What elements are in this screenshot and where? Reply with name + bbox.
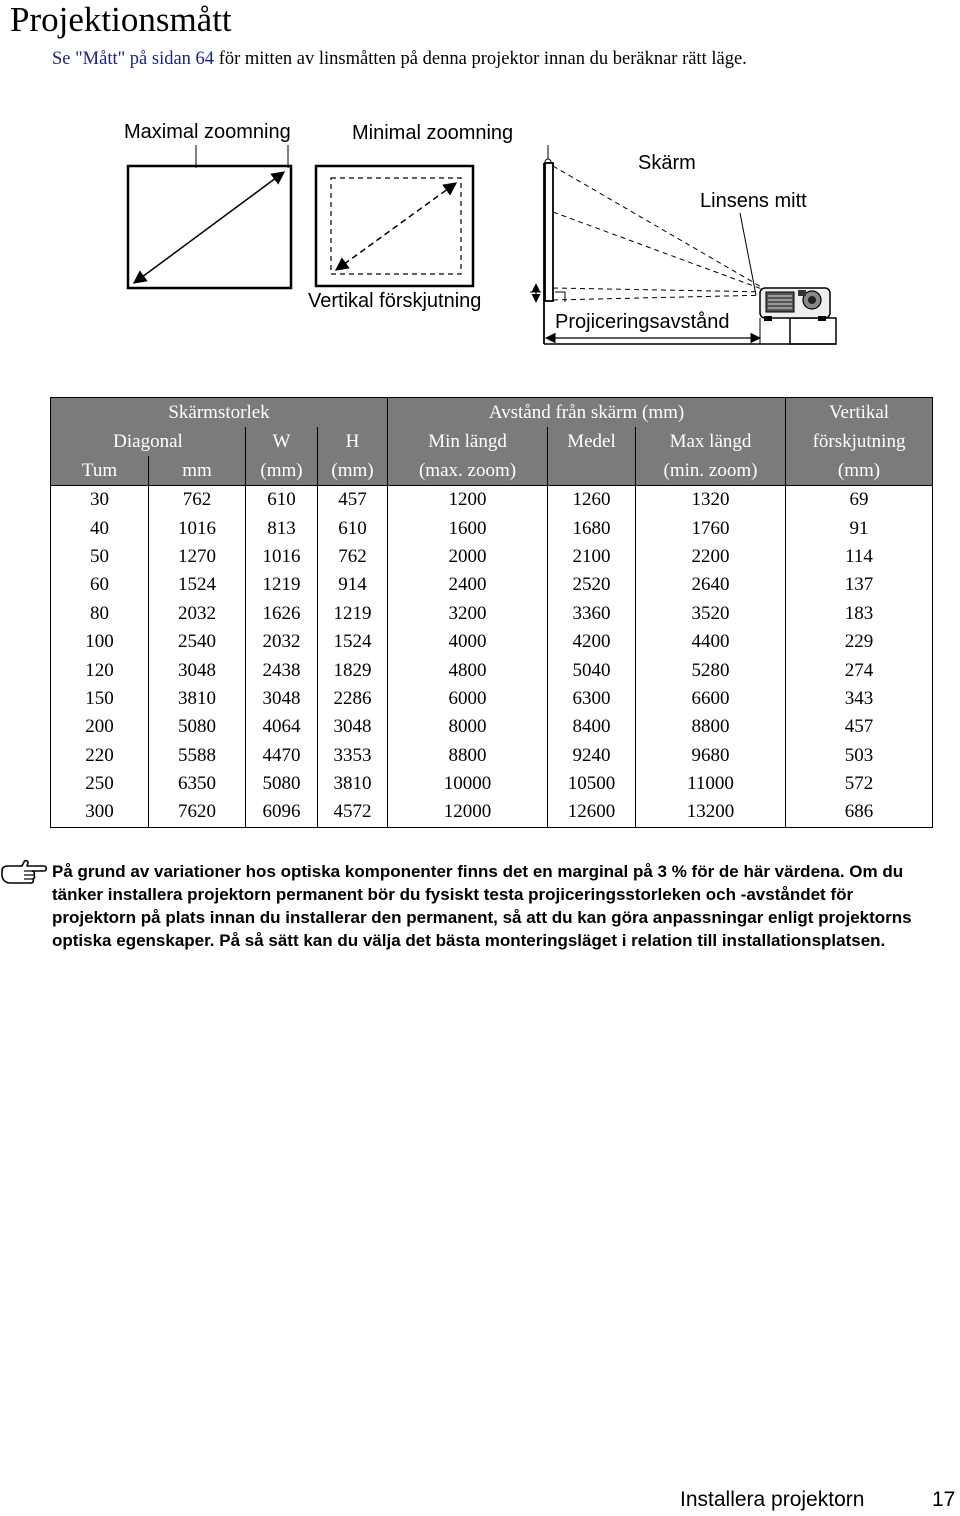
table-cell: 200 bbox=[51, 713, 149, 741]
lens-center-label: Linsens mitt bbox=[700, 190, 807, 212]
table-cell: 30 bbox=[51, 486, 149, 515]
table-cell: 2520 bbox=[548, 571, 636, 599]
header-mm: mm bbox=[149, 456, 246, 486]
table-cell: 1626 bbox=[246, 600, 318, 628]
table-cell: 2100 bbox=[548, 543, 636, 571]
table-cell: 10500 bbox=[548, 770, 636, 798]
header-max-zoom: (max. zoom) bbox=[388, 456, 548, 486]
table-cell: 503 bbox=[786, 742, 933, 770]
table-row bbox=[51, 685, 933, 713]
table-cell: 5280 bbox=[636, 656, 786, 684]
table-cell: 343 bbox=[786, 685, 933, 713]
table-cell: 3353 bbox=[318, 742, 388, 770]
projector-icon bbox=[760, 288, 830, 321]
table-row bbox=[51, 486, 933, 515]
table-cell: 2438 bbox=[246, 656, 318, 684]
header-w: W bbox=[246, 427, 318, 456]
table-cell: 1260 bbox=[548, 486, 636, 515]
table-cell: 69 bbox=[786, 486, 933, 515]
table-cell: 457 bbox=[786, 713, 933, 741]
max-zoom-label: Maximal zoomning bbox=[124, 121, 291, 143]
table-cell: 5080 bbox=[149, 713, 246, 741]
table-cell: 40 bbox=[51, 514, 149, 542]
table-cell: 3048 bbox=[246, 685, 318, 713]
table-cell: 3048 bbox=[318, 713, 388, 741]
table-cell: 914 bbox=[318, 571, 388, 599]
table-cell: 6300 bbox=[548, 685, 636, 713]
table-cell: 12000 bbox=[388, 798, 548, 827]
table-row bbox=[51, 514, 933, 542]
table-cell: 4800 bbox=[388, 656, 548, 684]
table-cell: 8400 bbox=[548, 713, 636, 741]
table-cell: 1680 bbox=[548, 514, 636, 542]
table-row bbox=[51, 656, 933, 684]
screen-label: Skärm bbox=[638, 152, 696, 174]
table-cell: 2640 bbox=[636, 571, 786, 599]
projection-diagram bbox=[0, 110, 960, 355]
table-cell: 4000 bbox=[388, 628, 548, 656]
header-vertical-3: (mm) bbox=[786, 456, 933, 486]
footer-page-number: 17 bbox=[932, 1488, 956, 1511]
table-cell: 2032 bbox=[246, 628, 318, 656]
table-cell: 610 bbox=[318, 514, 388, 542]
table-cell: 4470 bbox=[246, 742, 318, 770]
table-cell: 250 bbox=[51, 770, 149, 798]
header-max-length: Max längd bbox=[636, 427, 786, 456]
table-cell: 183 bbox=[786, 600, 933, 628]
table-cell: 9240 bbox=[548, 742, 636, 770]
table-cell: 50 bbox=[51, 543, 149, 571]
table-cell: 7620 bbox=[149, 798, 246, 827]
header-min-length: Min längd bbox=[388, 427, 548, 456]
table-cell: 5588 bbox=[149, 742, 246, 770]
table-cell: 1016 bbox=[246, 543, 318, 571]
table-cell: 114 bbox=[786, 543, 933, 571]
table-cell: 762 bbox=[149, 486, 246, 515]
table-row bbox=[51, 742, 933, 770]
header-h: H bbox=[318, 427, 388, 456]
table-cell: 9680 bbox=[636, 742, 786, 770]
table-cell: 2400 bbox=[388, 571, 548, 599]
table-cell: 13200 bbox=[636, 798, 786, 827]
table-cell: 457 bbox=[318, 486, 388, 515]
table-cell: 3810 bbox=[318, 770, 388, 798]
table-cell: 137 bbox=[786, 571, 933, 599]
min-zoom-label: Minimal zoomning bbox=[352, 122, 514, 144]
table-cell: 1219 bbox=[318, 600, 388, 628]
table-cell: 5040 bbox=[548, 656, 636, 684]
table-cell: 274 bbox=[786, 656, 933, 684]
table-row bbox=[51, 770, 933, 798]
table-row bbox=[51, 543, 933, 571]
table-cell: 6000 bbox=[388, 685, 548, 713]
table-row bbox=[51, 571, 933, 599]
projection-size-table bbox=[50, 397, 933, 828]
table-cell: 1219 bbox=[246, 571, 318, 599]
table-cell: 8800 bbox=[388, 742, 548, 770]
table-cell: 3048 bbox=[149, 656, 246, 684]
table-cell: 610 bbox=[246, 486, 318, 515]
table-cell: 10000 bbox=[388, 770, 548, 798]
table-cell: 12600 bbox=[548, 798, 636, 827]
table-cell: 5080 bbox=[246, 770, 318, 798]
table-cell: 4572 bbox=[318, 798, 388, 827]
table-cell: 3200 bbox=[388, 600, 548, 628]
note-text: På grund av variationer hos optiska komponenter finns det en marginal på 3 % för de här värdena. Om du tänker installera projektorn permanent bör du fysiskt testa projiceringsstorleken och -avståndet för projektorn på plats innan du installerar den permanent, så att du kan göra anpassningar enligt projektorns optiska egenskaper. På så sätt kan du välja det bästa monteringsläget i relation till installationsplatsen. bbox=[52, 862, 912, 950]
table-cell: 2032 bbox=[149, 600, 246, 628]
table-cell: 2200 bbox=[636, 543, 786, 571]
table-cell: 3520 bbox=[636, 600, 786, 628]
table-cell: 3360 bbox=[548, 600, 636, 628]
table-row bbox=[51, 798, 933, 827]
header-vertical-1: Vertikal bbox=[786, 398, 933, 428]
table-cell: 1829 bbox=[318, 656, 388, 684]
table-cell: 1016 bbox=[149, 514, 246, 542]
table-cell: 100 bbox=[51, 628, 149, 656]
dimensions-link[interactable]: Se "Mått" på sidan 64 bbox=[52, 49, 215, 69]
header-tum: Tum bbox=[51, 456, 149, 486]
table-cell: 6600 bbox=[636, 685, 786, 713]
table-cell: 8000 bbox=[388, 713, 548, 741]
table-cell: 4200 bbox=[548, 628, 636, 656]
header-w-unit: (mm) bbox=[246, 456, 318, 486]
table-row bbox=[51, 600, 933, 628]
table-cell: 91 bbox=[786, 514, 933, 542]
table-cell: 1524 bbox=[318, 628, 388, 656]
header-min-zoom: (min. zoom) bbox=[636, 456, 786, 486]
table-cell: 2540 bbox=[149, 628, 246, 656]
table-cell: 4064 bbox=[246, 713, 318, 741]
vertical-shift-label: Vertikal förskjutning bbox=[308, 290, 482, 312]
pointing-hand-icon bbox=[0, 857, 48, 887]
footer-section-title: Installera projektorn bbox=[680, 1488, 865, 1511]
header-h-unit: (mm) bbox=[318, 456, 388, 486]
page-title: Projektionsmått bbox=[10, 0, 232, 39]
table-row bbox=[51, 628, 933, 656]
table-cell: 1200 bbox=[388, 486, 548, 515]
table-cell: 1320 bbox=[636, 486, 786, 515]
header-diagonal: Diagonal bbox=[51, 427, 246, 456]
table-cell: 686 bbox=[786, 798, 933, 827]
table-cell: 2286 bbox=[318, 685, 388, 713]
table-cell: 4400 bbox=[636, 628, 786, 656]
table-cell: 572 bbox=[786, 770, 933, 798]
table-cell: 1524 bbox=[149, 571, 246, 599]
table-cell: 1760 bbox=[636, 514, 786, 542]
table-row bbox=[51, 713, 933, 741]
screen-side-view bbox=[545, 163, 553, 301]
header-medel-empty bbox=[548, 456, 636, 486]
header-screen-size: Skärmstorlek bbox=[51, 398, 388, 428]
table-cell: 220 bbox=[51, 742, 149, 770]
table-cell: 762 bbox=[318, 543, 388, 571]
table-cell: 80 bbox=[51, 600, 149, 628]
table-cell: 229 bbox=[786, 628, 933, 656]
intro-paragraph bbox=[52, 47, 932, 72]
table-cell: 60 bbox=[51, 571, 149, 599]
header-medel: Medel bbox=[548, 427, 636, 456]
table-cell: 1270 bbox=[149, 543, 246, 571]
table-cell: 2000 bbox=[388, 543, 548, 571]
table-cell: 150 bbox=[51, 685, 149, 713]
header-distance: Avstånd från skärm (mm) bbox=[388, 398, 786, 428]
table-cell: 300 bbox=[51, 798, 149, 827]
projection-distance-label: Projiceringsavstånd bbox=[555, 311, 730, 333]
intro-text: för mitten av linsmåtten på denna projektor innan du beräknar rätt läge. bbox=[214, 49, 747, 69]
table-cell: 6350 bbox=[149, 770, 246, 798]
table-cell: 120 bbox=[51, 656, 149, 684]
table-cell: 6096 bbox=[246, 798, 318, 827]
table-cell: 3810 bbox=[149, 685, 246, 713]
table-cell: 813 bbox=[246, 514, 318, 542]
table-cell: 1600 bbox=[388, 514, 548, 542]
table-cell: 11000 bbox=[636, 770, 786, 798]
table-cell: 8800 bbox=[636, 713, 786, 741]
header-vertical-2: förskjutning bbox=[786, 427, 933, 456]
